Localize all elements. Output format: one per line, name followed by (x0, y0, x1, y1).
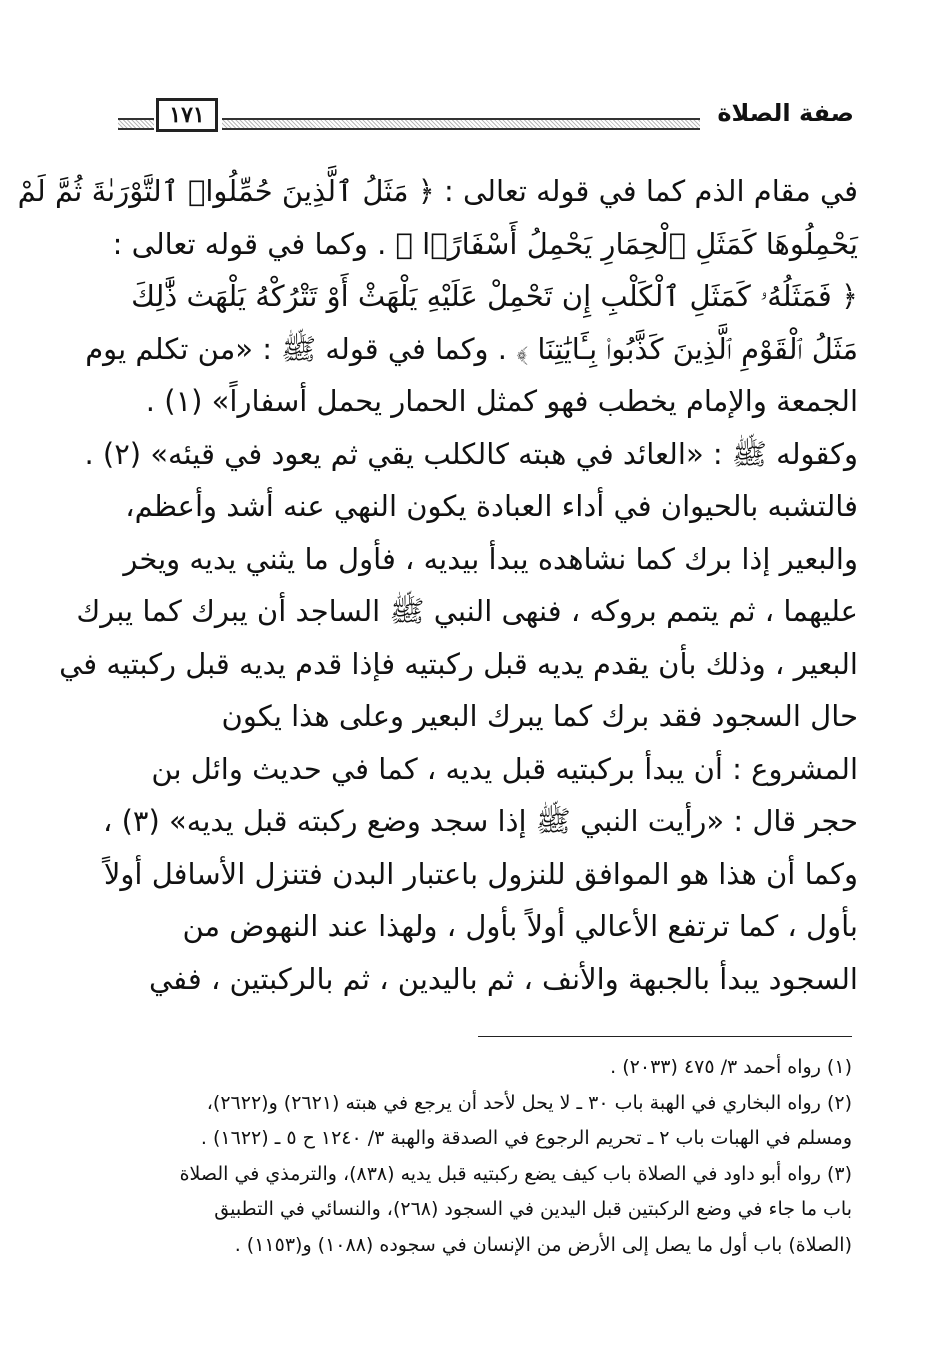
text-line: السجود يبدأ بالجبهة والأنف ، ثم باليدين ، ثم بالركبتين ، ففي (149, 961, 858, 996)
footnote-line: (١) رواه أحمد ٣/ ٤٧٥ (٢٠٣٣) . (610, 1056, 852, 1078)
footnote-line: (٣) رواه أبو داود في الصلاة باب كيف يضع ركبتيه قبل يديه (٨٣٨)، والترمذي في الصلاة (179, 1162, 852, 1185)
text-line: مَثَلُ ٱلْقَوْمِ ٱلَّذِينَ كَذَّبُوا۟ بِـَٔايَٰتِنَا ﴾ . وكما في قوله ﷺ : «من تكلم يوم (85, 331, 858, 366)
page-header (118, 96, 854, 136)
header-rule-right (222, 118, 700, 130)
text-line: بأول ، كما ترتفع الأعالي أولاً بأول ، ولهذا عند النهوض من (182, 909, 858, 943)
text-line: عليهما ، ثم يتمم بروكه ، فنهى النبي ﷺ الساجد أن يبرك كما يبرك (76, 594, 858, 628)
header-rule-left (118, 118, 154, 130)
text-line: فالتشبه بالحيوان في أداء العبادة يكون النهي عنه أشد وأعظم، (125, 489, 858, 523)
text-line: الجمعة والإمام يخطب فهو كمثل الحمار يحمل أسفاراً» (١) . (145, 384, 858, 418)
text-line: وكما أن هذا هو الموافق للنزول باعتبار البدن فتنزل الأسافل أولاً (103, 856, 858, 891)
footnotes (96, 1050, 852, 1263)
text-line: ﴿ فَمَثَلُهُۥ كَمَثَلِ ٱلْكَلْبِ إِن تَحْمِلْ عَلَيْهِ يَلْهَثْ أَوْ تَتْرُكْهُ يَلْهَث ذَّٰلِكَ (131, 279, 858, 313)
text-line: حجر قال : «رأيت النبي ﷺ إذا سجد وضع ركبته قبل يديه» (٣) ، (103, 804, 858, 838)
text-line: وكقوله ﷺ : «العائد في هبته كالكلب يقي ثم يعود في قيئه» (٢) . (84, 436, 858, 471)
footnote-divider (478, 1036, 852, 1037)
running-title: صفة الصلاة (717, 99, 854, 127)
footnote-line: (الصلاة) باب أول ما يصل إلى الأرض من الإنسان في سجوده (١٠٨٨) و(١١٥٣) . (234, 1233, 852, 1256)
main-text (17, 165, 858, 1005)
text-line: والبعير إذا برك كما نشاهده يبدأ بيديه ، فأول ما يثني يديه ويخر (123, 541, 858, 576)
footnote-line: (٢) رواه البخاري في الهبة باب ٣٠ ـ لا يحل لأحد أن يرجع في هبته (٢٦٢١) و(٢٦٢٢)، (206, 1091, 852, 1114)
footnote-line: باب ما جاء في وضع الركبتين قبل اليدين في السجود (٢٦٨)، والنسائي في التطبيق (214, 1198, 852, 1220)
text-line: يَحْمِلُوهَا كَمَثَلِ ٱلْحِمَارِ يَحْمِلُ أَسْفَارًۢا ﴾ . وكما في قوله تعالى : (112, 226, 858, 261)
footnote-line: ومسلم في الهبات باب ٢ ـ تحريم الرجوع في الصدقة والهبة ٣/ ١٢٤٠ ح ٥ ـ (١٦٢٢) . (200, 1127, 852, 1149)
text-line: البعير ، وذلك بأن يقدم يديه قبل ركبتيه فإذا قدم يديه قبل ركبتيه في (59, 646, 858, 681)
page-number: ١٧١ (156, 98, 218, 132)
text-line: في مقام الذم كما في قوله تعالى : ﴿ مَثَلُ ٱلَّذِينَ حُمِّلُوا۟ ٱلتَّوْرَىٰةَ ثُمَّ لَمْ (17, 174, 858, 208)
text-line: حال السجود فقد برك كما يبرك البعير وعلى هذا يكون (221, 699, 858, 733)
text-line: المشروع : أن يبدأ بركبتيه قبل يديه ، كما في حديث وائل بن (151, 751, 858, 786)
